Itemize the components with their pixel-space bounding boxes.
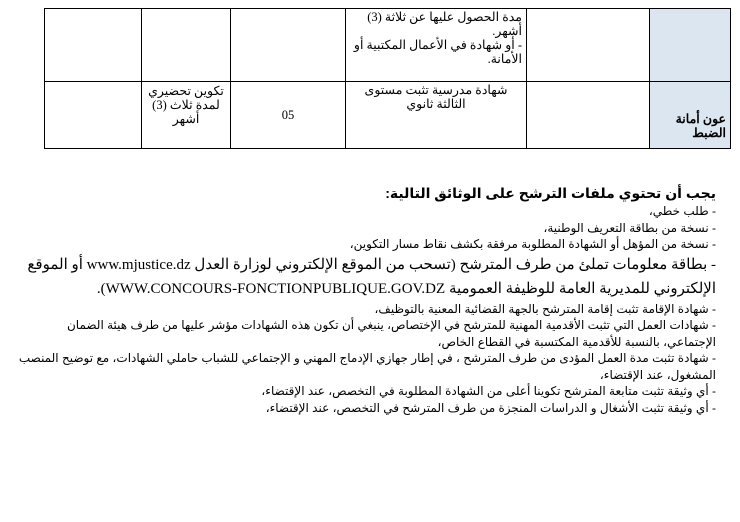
- required-documents-section: [16, 184, 716, 416]
- list-item: - نسخة من المؤهل أو الشهادة المطلوبة مرفقة بكشف نقاط مسار التكوين،: [349, 237, 716, 251]
- list-item: - شهادات العمل التي تثبت الأقدمية المهنية للمترشح في الإختصاص، ينبغي أن تكون هذه الشهادات مؤشر عليها من طرف هيئة الضمان الإجتماعي، بالنسبة للأقدمية المكتسبة في القطاع الخاص،: [66, 318, 716, 349]
- count-cell: 05: [231, 82, 346, 149]
- conditions-text: مدة الحصول عليها عن ثلاثة (3) أشهر. - أو شهادة في الأعمال المكتبية أو الأمانة.: [353, 10, 522, 66]
- recruitment-table: [44, 8, 731, 149]
- list-item: - شهادة الإقامة تثبت إقامة المترشح بالجهة القضائية المعنية بالتوظيف،: [374, 301, 716, 316]
- duration-cell: [527, 9, 650, 82]
- rank-cell: عون أمانة الضبط: [650, 82, 731, 149]
- extra-cell: [45, 9, 142, 82]
- count-cell: [231, 9, 346, 82]
- table-row: [45, 82, 731, 149]
- list-item: - بطاقة معلومات تملئ من طرف المترشح (تسحب من الموقع الإلكتروني لوزارة العدل www.mjustice.dz أو الموقع الإلكتروني للمديرية العامة للوظيفة العمومية WWW.CONCOURS-FONCTIONPUBLIQUE.GOV.DZ).: [27, 256, 716, 297]
- duration-cell: [527, 82, 650, 149]
- table-row: [45, 9, 731, 82]
- list-item: - طلب خطي،: [648, 204, 716, 218]
- list-item: - شهادة تثبت مدة العمل المؤدى من طرف المترشح ، في إطار جهازي الإدماج المهني و الإجتماعي للشباب حاملي الشهادات، مع توضيح المنصب المشغول، عند الإقتضاء،: [18, 351, 716, 382]
- list-item: - أي وثيقة تثبت الأشغال و الدراسات المنجزة من طرف المترشح في التخصص، عند الإقتضاء،: [265, 400, 716, 415]
- extra-cell: [45, 82, 142, 149]
- training-cell: [142, 9, 231, 82]
- list-item: - نسخة من بطاقة التعريف الوطنية،: [543, 220, 716, 235]
- training-cell: تكوين تحضيري لمدة ثلاث (3) أشهر: [142, 82, 231, 149]
- documents-list: [16, 203, 716, 416]
- section-title: يجب أن تحتوي ملفات الترشح على الوثائق التالية:: [385, 185, 716, 201]
- rank-cell: [650, 9, 731, 82]
- conditions-cell: شهادة مدرسية تثبت مستوى الثالثة ثانوي: [346, 82, 527, 149]
- list-item: - أي وثيقة تثبت متابعة المترشح تكوينا أعلى من الشهادة المطلوبة في التخصص، عند الإقتضاء،: [261, 384, 716, 398]
- conditions-cell: [346, 9, 527, 82]
